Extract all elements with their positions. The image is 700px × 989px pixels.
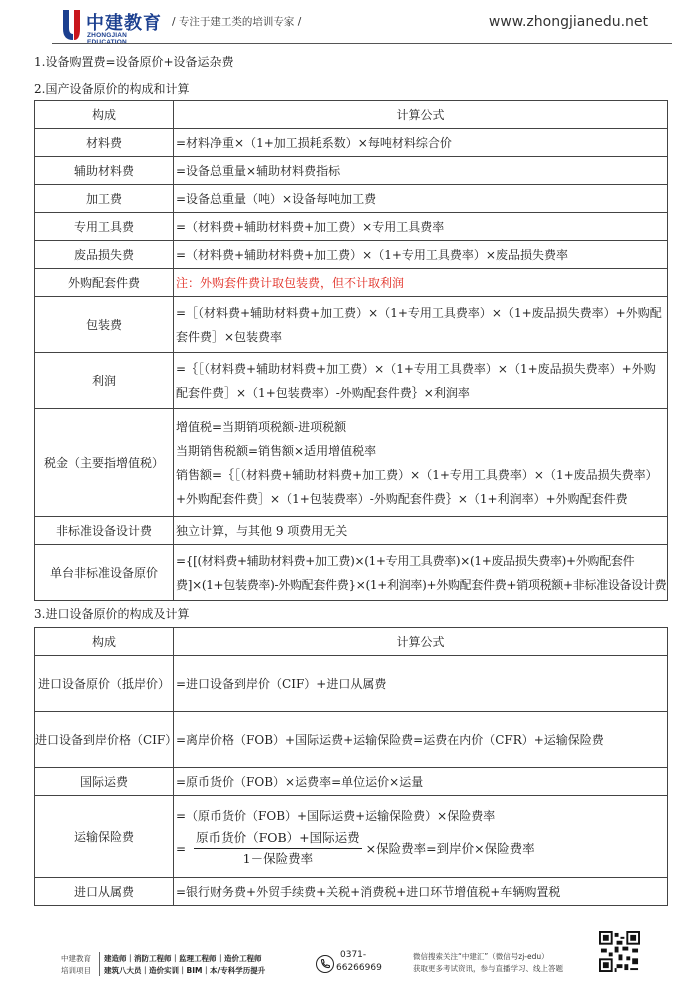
row-label: 单台非标准设备原价 [35, 545, 174, 601]
table-row [35, 656, 668, 712]
row-label: 专用工具费 [35, 213, 174, 241]
domestic-equipment-table [34, 100, 668, 601]
table-row [35, 517, 668, 545]
row-label: 外购配套件费 [35, 269, 174, 297]
fraction [194, 828, 362, 869]
row-formula: =进口设备到岸价（CIF）+进口从属费 [174, 656, 668, 712]
row-formula: =［（材料费+辅助材料费+加工费）×（1+专用工具费率）×（1+废品损失费率）+外购配套件费］×包装费率 [174, 297, 668, 353]
row-formula: =（材料费+辅助材料费+加工费）×专用工具费率 [174, 213, 668, 241]
row-label: 材料费 [35, 129, 174, 157]
column-header: 构成 [35, 628, 174, 656]
website-link[interactable]: www.zhongjianedu.net [488, 14, 648, 30]
phone-number: 0371- [340, 950, 367, 960]
table-row [35, 768, 668, 796]
row-label: 运输保险费 [35, 796, 174, 878]
row-formula: ={[(材料费+辅助材料费+加工费)×(1+专用工具费率)×(1+废品损失费率)+外购配套件费]×(1+包装费率)-外购配套件费}×(1+利润率)+外购配套件费+销项税额+非标准设备设计费 [174, 545, 668, 601]
page-footer [0, 925, 700, 989]
formula-line: 当期销售税额=销售额×适用增值税率 [176, 443, 377, 458]
column-header: 计算公式 [174, 101, 668, 129]
row-formula: =原币货价（FOB）×运费率=单位运价×运量 [174, 768, 668, 796]
table-row [35, 353, 668, 409]
table-row [35, 241, 668, 269]
row-formula: =设备总重量×辅助材料费指标 [174, 157, 668, 185]
row-label: 加工费 [35, 185, 174, 213]
table-row [35, 297, 668, 353]
footer-divider [99, 952, 100, 976]
table-row [35, 157, 668, 185]
table-row [35, 185, 668, 213]
fraction-denominator: 1－保险费率 [242, 851, 314, 866]
row-formula: =设备总重量（吨）×设备每吨加工费 [174, 185, 668, 213]
row-formula: =材料净重×（1+加工损耗系数）×每吨材料综合价 [174, 129, 668, 157]
table-row [35, 712, 668, 768]
table-row [35, 796, 668, 878]
wechat-note: 微信搜索关注“中建汇”（微信号zj-edu） [413, 952, 549, 961]
row-label: 非标准设备设计费 [35, 517, 174, 545]
footer-courses: 建造师｜消防工程师｜监理工程师｜造价工程师 [104, 954, 262, 963]
row-label: 废品损失费 [35, 241, 174, 269]
row-formula-multi [174, 796, 668, 878]
row-label: 包装费 [35, 297, 174, 353]
footer-label: 培训项目 [61, 966, 91, 975]
table-row [35, 129, 668, 157]
table-header-row [35, 101, 668, 129]
row-label: 进口从属费 [35, 878, 174, 906]
fraction-formula [176, 828, 667, 869]
row-formula: 独立计算，与其他 9 项费用无关 [174, 517, 668, 545]
row-formula: =（材料费+辅助材料费+加工费）×（1+专用工具费率）×废品损失费率 [174, 241, 668, 269]
formula-line: 销售额=｛［（材料费+辅助材料费+加工费）×（1+专用工具费率）×（1+废品损失费率）+外购配套件费］×（1+包装费率）-外购配套件费｝×（1+利润率）+外购配套件费 [176, 467, 658, 506]
row-label: 辅助材料费 [35, 157, 174, 185]
footer-courses: 建筑八大员｜造价实训｜BIM｜本/专科学历提升 [104, 966, 266, 975]
footer-label: 中建教育 [61, 954, 91, 963]
formula-line: 增值税=当期销项税额-进项税额 [176, 419, 347, 434]
row-formula: =银行财务费+外贸手续费+关税+消费税+进口环节增值税+车辆购置税 [174, 878, 668, 906]
table-row [35, 269, 668, 297]
row-label: 进口设备到岸价格（CIF） [35, 712, 174, 768]
fraction-prefix: = [176, 841, 187, 856]
row-label: 进口设备原价（抵岸价） [35, 656, 174, 712]
fraction-suffix: ×保险费率=到岸价×保险费率 [365, 840, 535, 856]
row-formula: =离岸价格（FOB）+国际运费+运输保险费=运费在内价（CFR）+运输保险费 [174, 712, 668, 768]
page-header [0, 0, 700, 50]
table-row [35, 545, 668, 601]
fraction-numerator: 原币货价（FOB）+国际运费 [196, 830, 360, 845]
column-header: 构成 [35, 101, 174, 129]
table-row [35, 878, 668, 906]
logo-u-icon [60, 8, 84, 42]
section-2-title: 2.国产设备原价的构成和计算 [34, 82, 190, 96]
row-label: 税金（主要指增值税） [35, 409, 174, 517]
section-1-title: 1.设备购置费=设备原价+设备运杂费 [34, 55, 234, 69]
row-label: 利润 [35, 353, 174, 409]
table-row [35, 213, 668, 241]
column-header: 计算公式 [174, 628, 668, 656]
table-row [35, 409, 668, 517]
logo-text-cn: 中建教育 [86, 13, 162, 34]
table-header-row [35, 628, 668, 656]
header-divider [52, 43, 672, 44]
wechat-note: 获取更多考试资讯，参与直播学习、线上答题 [413, 964, 563, 973]
phone-icon [316, 955, 334, 973]
logo [60, 8, 168, 42]
import-equipment-table [34, 627, 668, 906]
row-label: 国际运费 [35, 768, 174, 796]
formula-line: =（原币货价（FOB）+国际运费+运输保险费）×保险费率 [176, 809, 496, 823]
logo-text-en: ZHONGJIAN [87, 32, 128, 39]
section-3-title: 3.进口设备原价的构成及计算 [34, 607, 190, 621]
slogan: / 专注于建工类的培训专家 / [172, 16, 302, 28]
phone-number: 66266969 [336, 963, 382, 973]
row-formula-multi [174, 409, 668, 517]
row-note: 注：外购套件费计取包装费，但不计取利润 [174, 269, 668, 297]
qr-code-icon [599, 931, 640, 972]
row-formula: =｛［（材料费+辅助材料费+加工费）×（1+专用工具费率）×（1+废品损失费率）+外购配套件费］×（1+包装费率）-外购配套件费｝×利润率 [174, 353, 668, 409]
